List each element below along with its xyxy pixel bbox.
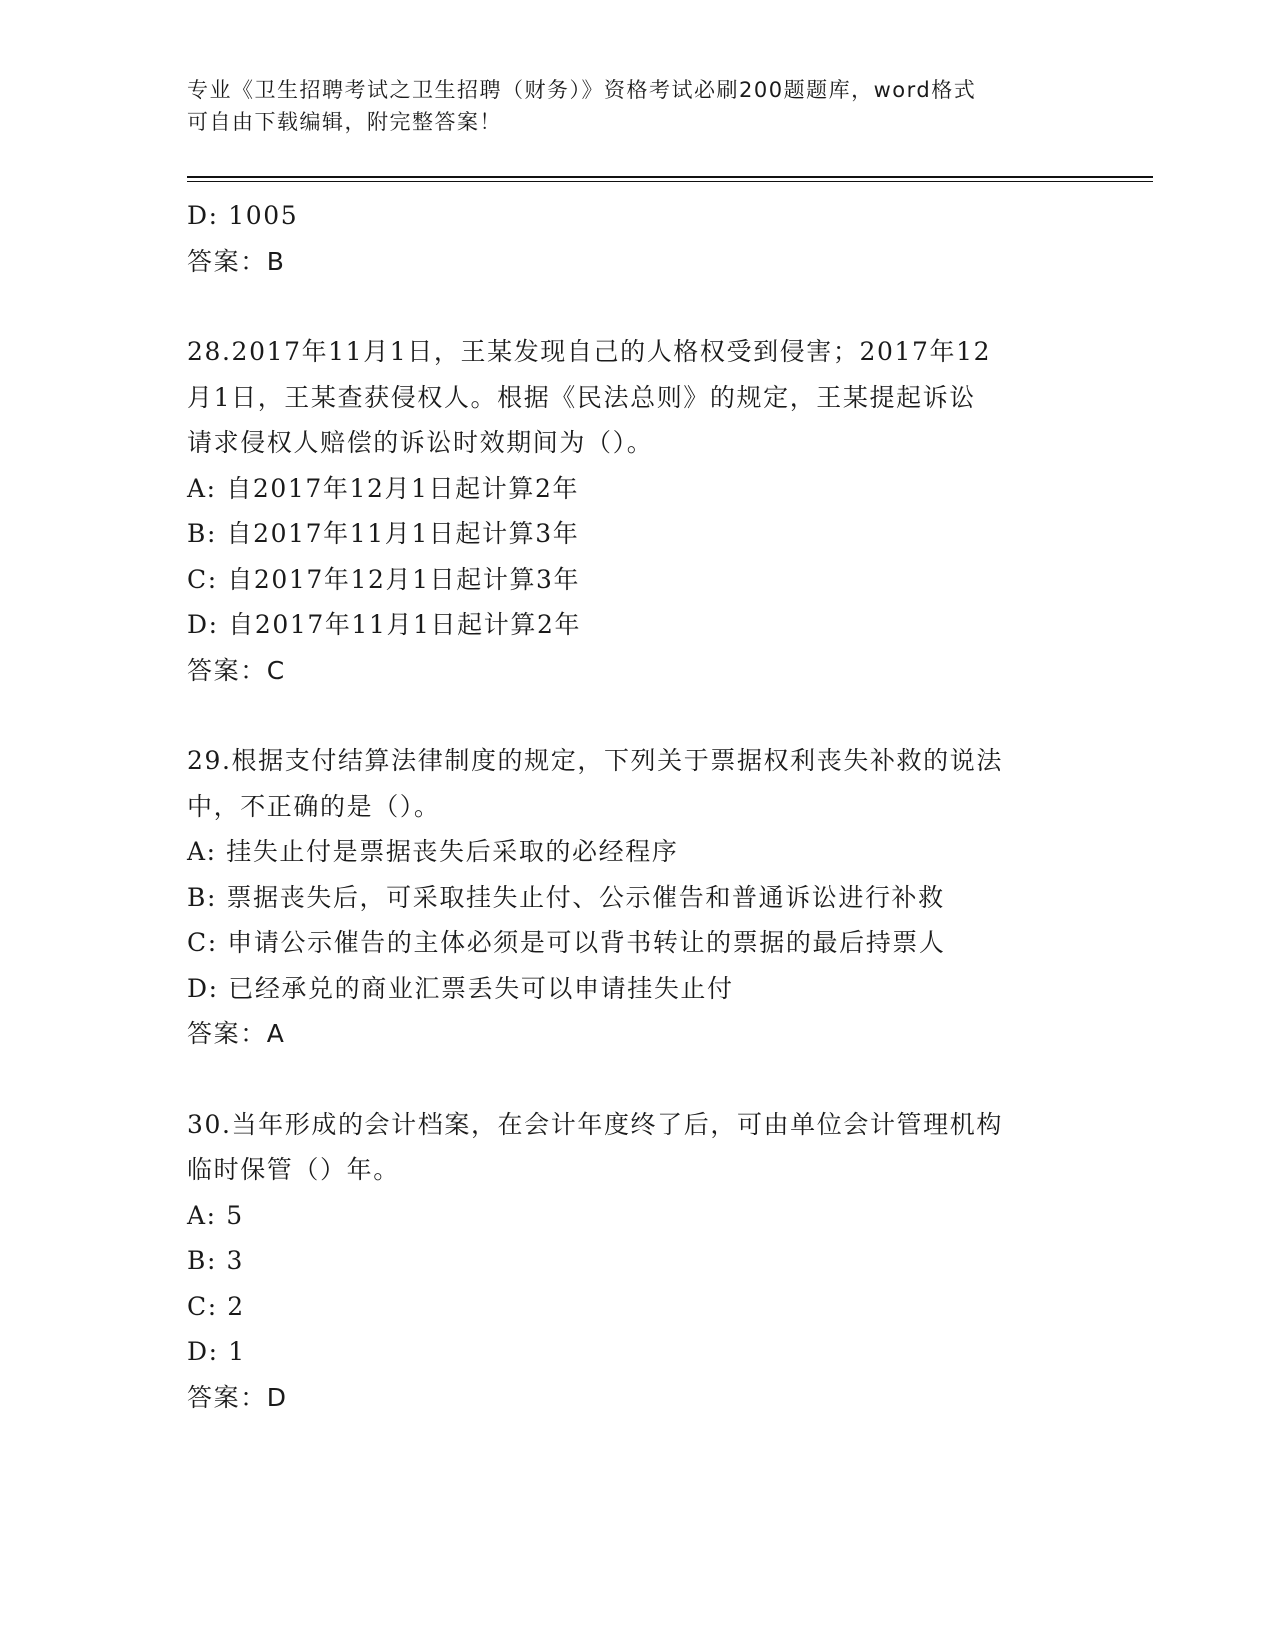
spacer [187,284,1087,329]
option-b: B: 票据丧失后，可采取挂失止付、公示催告和普通诉讼进行补救 [187,882,945,912]
answer: 答案：A [187,1019,286,1048]
question-29 [187,738,1087,1057]
prev-answer: 答案：B [187,246,286,276]
spacer [187,693,1087,738]
header-title-line-1: 专业《卫生招聘考试之卫生招聘（财务）》资格考试必刷200题题库，word格式 [187,78,977,102]
document-header [187,74,1087,138]
option-d: D: 1 [187,1337,246,1366]
question-text: 28.2017年11月1日，王某发现自己的人格权受到侵害；2017年12 [187,337,992,366]
question-text: 中，不正确的是（）。 [187,791,441,821]
option-a: A: 挂失止付是票据丧失后采取的必经程序 [187,837,679,866]
option-d: D: 已经承兑的商业汇票丢失可以申请挂失止付 [187,973,734,1003]
answer: 答案：C [187,655,286,685]
question-28 [187,329,1087,693]
prev-option-d: D: 1005 [187,201,299,230]
option-a: A: 自2017年12月1日起计算2年 [187,473,580,503]
question-text: 临时保管（）年。 [187,1155,400,1184]
question-text: 29.根据支付结算法律制度的规定，下列关于票据权利丧失补救的说法 [187,746,1003,775]
spacer [187,1057,1087,1102]
option-b: B: 3 [187,1246,245,1275]
option-c: C: 申请公示催告的主体必须是可以背书转让的票据的最后持票人 [187,928,946,957]
question-list [187,193,1087,1420]
header-divider-thick [187,176,1153,178]
option-b: B: 自2017年11月1日起计算3年 [187,519,580,548]
answer: 答案：D [187,1382,288,1412]
question-text: 30.当年形成的会计档案，在会计年度终了后，可由单位会计管理机构 [187,1109,1003,1139]
question-30 [187,1102,1087,1421]
option-a: A: 5 [187,1200,244,1230]
header-title-line-2: 可自由下载编辑，附完整答案！ [187,110,502,134]
option-d: D: 自2017年11月1日起计算2年 [187,610,582,639]
option-c: C: 2 [187,1291,245,1321]
question-text: 月1日，王某查获侵权人。根据《民法总则》的规定，王某提起诉讼 [187,382,976,412]
option-c: C: 自2017年12月1日起计算3年 [187,564,581,594]
question-text: 请求侵权人赔偿的诉讼时效期间为（）。 [187,428,654,457]
header-divider-thin [187,181,1153,182]
